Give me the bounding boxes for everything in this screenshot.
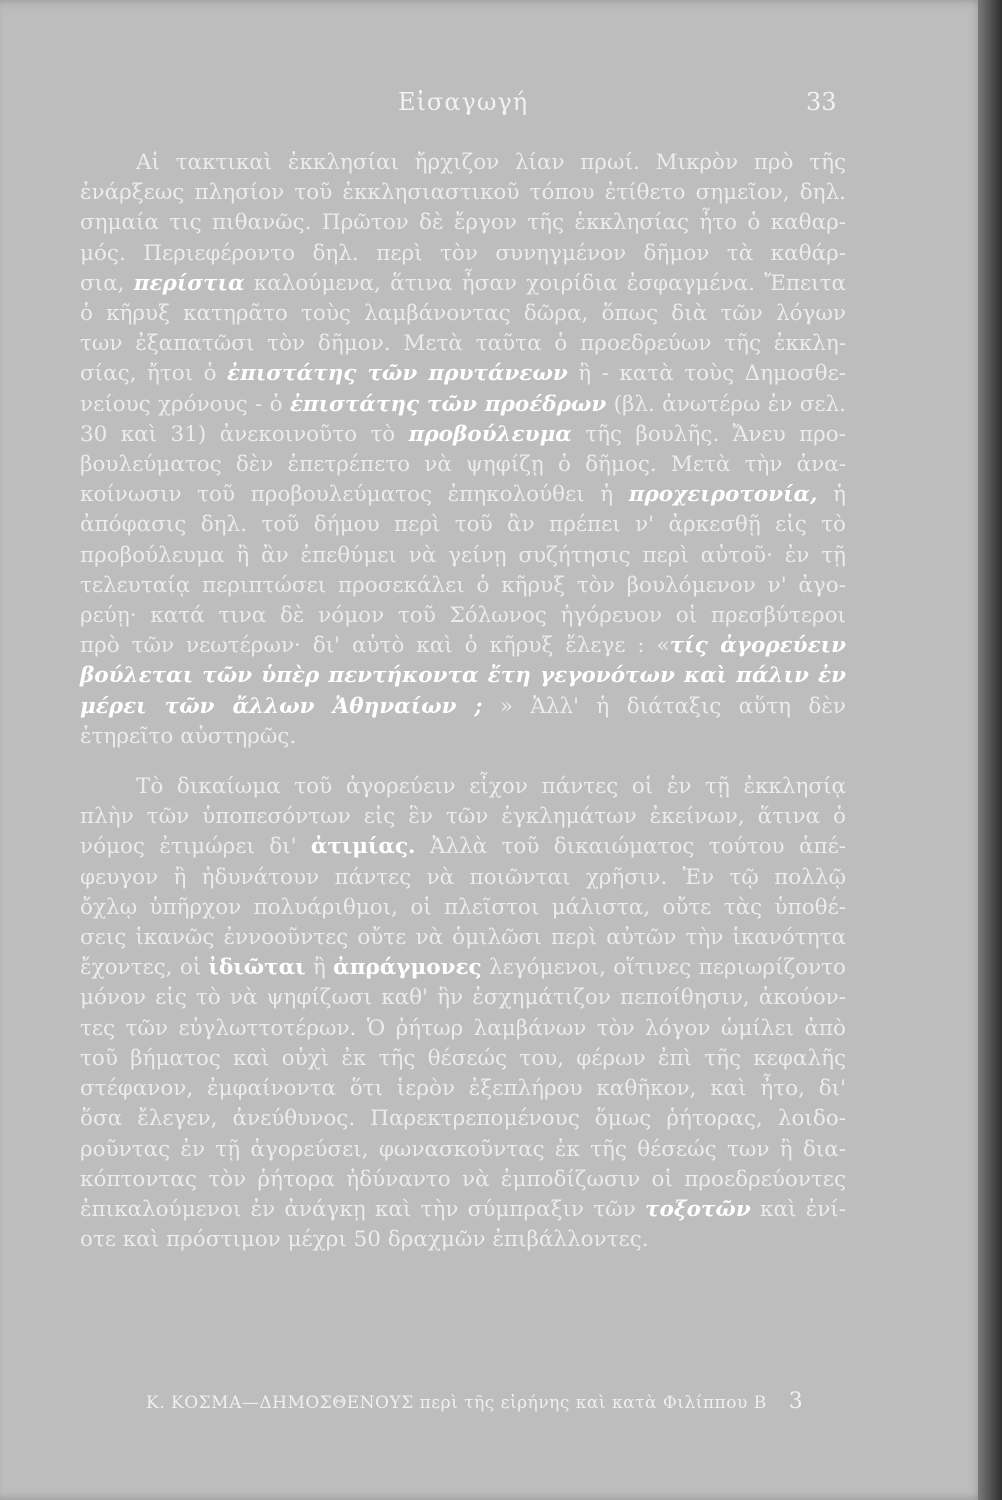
text-run: κοίνωσιν τοῦ προβουλεύματος ἐπηκολούθει ἡ	[80, 482, 614, 508]
text-line	[80, 480, 846, 510]
emphasized-term: περίστια	[133, 270, 245, 296]
text-run: ἢ	[312, 955, 326, 981]
emphasized-term: ἐπιστάτης τῶν πρυτάνεων	[227, 361, 568, 387]
body-text	[80, 148, 846, 1255]
signature-mark: 3	[788, 1389, 804, 1414]
text-line	[80, 269, 846, 299]
emphasized-term: ἀπράγμονες	[333, 955, 482, 981]
emphasized-quote: τίς ἀγορεύειν	[669, 633, 846, 659]
text-run: Ἀλλὰ τοῦ δικαιώματος τούτου ἀπέ-	[429, 834, 846, 860]
text-line: τελευταίᾳ περιπτώσει προσεκάλει ὁ κῆρυξ τὸν βουλόμενον ν' ἀγο-	[80, 572, 846, 598]
text-run: ἢ - κατὰ τοὺς Δημοσθε-	[578, 361, 846, 387]
emphasized-term: ἰδιῶται	[208, 955, 306, 981]
text-line	[80, 390, 846, 420]
emphasized-term: ἐπιστάτης τῶν προέδρων	[289, 391, 607, 417]
text-line: ροῦντας ἐν τῇ ἀγορεύσει, φωνασκοῦντας ἐκ τῆς θέσεώς των ἢ δια-	[80, 1136, 846, 1162]
text-run: νείους χρόνους - ὁ	[80, 391, 283, 417]
text-run: σίας, ἤτοι ὁ	[80, 361, 217, 387]
text-run: νόμος ἐτιμώρει δι'	[80, 834, 297, 860]
emphasized-quote: βούλεται τῶν ὑπὲρ πεντήκοντα ἔτη γεγονότων καὶ πάλιν ἐν	[80, 663, 846, 689]
text-line: ὄχλῳ ὑπῆρχον πολυάριθμοι, οἱ πλεῖστοι μάλιστα, οὔτε τὰς ὑποθέ-	[80, 894, 846, 920]
text-run: λεγόμενοι, οἵτινες περιωρίζοντο	[489, 955, 847, 981]
text-run: ἔχοντες, οἱ	[80, 955, 202, 981]
text-line: οτε καὶ πρόστιμον μέχρι 50 δραχμῶν ἐπιβάλλοντες.	[80, 1227, 649, 1253]
emphasized-term: προχειροτονία,	[628, 482, 818, 508]
paragraph-gap	[80, 752, 846, 772]
text-line	[80, 832, 846, 862]
text-line: ρεύῃ· κατά τινα δὲ νόμον τοῦ Σόλωνος ἠγόρευον οἱ πρεσβύτεροι	[80, 603, 846, 629]
page-edge-shadow	[978, 0, 1002, 1500]
text-line: ἐτηρεῖτο αὐστηρῶς.	[80, 723, 297, 749]
text-line: τες τῶν εὐγλωττοτέρων. Ὁ ῥήτωρ λαμβάνων τὸν λόγον ὡμίλει ἀπὸ	[80, 1015, 846, 1041]
text-run: 30 καὶ 31) ἀνεκοινοῦτο τὸ	[80, 421, 396, 447]
text-line: μόνον εἰς τὸ νὰ ψηφίζωσι καθ' ἣν ἐσχημάτιζον πεποίθησιν, ἀκούον-	[80, 985, 846, 1011]
text-run: » Ἀλλ' ἡ διάταξις αὕτη δὲν	[499, 693, 846, 719]
emphasized-term: τοξοτῶν	[645, 1196, 751, 1222]
text-line: ὅσα ἔλεγεν, ἀνεύθυνος. Παρεκτρεπομένους ὅμως ῥήτορας, λοιδο-	[80, 1106, 846, 1132]
text-run: τῆς βουλῆς. Ἄνευ προ-	[585, 421, 846, 447]
text-run: καλούμενα, ἅτινα ἦσαν χοιρίδια ἐσφαγμένα. Ἔπειτα	[253, 270, 846, 296]
text-run: ἐπικαλούμενοι ἐν ἀνάγκῃ καὶ τὴν σύμπραξιν τῶν	[80, 1196, 636, 1222]
footer-title: Κ. ΚΟΣΜΑ—ΔΗΜΟΣΘΕΝΟΥΣ περὶ τῆς εἰρήνης καὶ κατὰ Φιλίππου Β	[146, 1393, 767, 1413]
text-line: ὁ κῆρυξ κατηρᾶτο τοὺς λαμβάνοντας δῶρα, ὅπως διὰ τῶν λόγων	[80, 301, 846, 327]
text-line: σεις ἱκανῶς ἐννοοῦντες οὔτε νὰ ὁμιλῶσι περὶ αὐτῶν τὴν ἱκανότητα	[80, 925, 846, 951]
text-line: φευγον ἢ ἠδυνάτουν πάντες νὰ ποιῶνται χρῆσιν. Ἐν τῷ πολλῷ	[80, 864, 846, 890]
text-line: ἀπόφασις δηλ. τοῦ δήμου περὶ τοῦ ἂν πρέπει ν' ἀρκεσθῇ εἰς τὸ	[80, 512, 846, 538]
text-run: πρὸ τῶν νεωτέρων· δι' αὐτὸ καὶ ὁ κῆρυξ ἔλεγε : «	[80, 633, 670, 659]
text-line	[80, 953, 846, 983]
text-line	[80, 1195, 846, 1225]
text-run: (βλ. ἀνωτέρω ἐν σελ.	[613, 391, 846, 417]
text-line: βουλεύματος δὲν ἐπετρέπετο νὰ ψηφίζῃ ὁ δῆμος. Μετὰ τὴν ἀνα-	[80, 452, 846, 478]
text-run: καὶ ἐνί-	[760, 1196, 846, 1222]
text-line: τοῦ βήματος καὶ οὐχὶ ἐκ τῆς θέσεώς του, φέρων ἐπὶ τῆς κεφαλῆς	[80, 1045, 846, 1071]
page-footer	[146, 1389, 803, 1414]
text-run: ἡ	[833, 482, 846, 508]
page-number: 33	[806, 88, 837, 116]
text-line: κόπτοντας τὸν ῥήτορα ἠδύναντο νὰ ἐμποδίζωσιν οἱ προεδρεύοντες	[80, 1166, 846, 1192]
text-line: σημαία τις πιθανῶς. Πρῶτον δὲ ἔργον τῆς ἐκκλησίας ἦτο ὁ καθαρ-	[80, 210, 846, 236]
text-line	[80, 692, 846, 722]
text-line: Αἱ τακτικαὶ ἐκκλησίαι ἤρχιζον λίαν πρωί. Μικρὸν πρὸ τῆς	[136, 150, 846, 175]
text-line	[80, 359, 846, 389]
text-line	[80, 631, 846, 661]
emphasized-quote: μέρει τῶν ἄλλων Ἀθηναίων ;	[80, 693, 483, 719]
text-line: των ἐξαπατῶσι τὸν δῆμον. Μετὰ ταῦτα ὁ προεδρεύων τῆς ἐκκλη-	[80, 331, 846, 357]
text-line	[80, 420, 846, 450]
text-run: σια,	[80, 270, 125, 296]
text-line: Τὸ δικαίωμα τοῦ ἀγορεύειν εἶχον πάντες οἱ ἐν τῇ ἐκκλησίᾳ	[136, 774, 846, 800]
text-line: προβούλευμα ἢ ἂν ἐπεθύμει νὰ γείνῃ συζήτησις περὶ αὐτοῦ· ἐν τῇ	[80, 542, 846, 568]
emphasized-term: ἀτιμίας.	[310, 834, 416, 860]
text-line: στέφανον, ἐμφαίνοντα ὅτι ἱερὸν ἐξεπλήρου καθῆκον, καὶ ἦτο, δι'	[80, 1076, 846, 1102]
text-line: ἐνάρξεως πλησίον τοῦ ἐκκλησιαστικοῦ τόπου ἐτίθετο σημεῖον, δηλ.	[80, 180, 846, 206]
emphasized-term: προβούλευμα	[408, 421, 572, 447]
text-line: πλὴν τῶν ὑποπεσόντων εἰς ἓν τῶν ἐγκλημάτων ἐκείνων, ἅτινα ὁ	[80, 804, 846, 830]
running-head: Εἰσαγωγή	[398, 88, 529, 116]
text-line: μός. Περιεφέροντο δηλ. περὶ τὸν συνηγμένον δῆμον τὰ καθάρ-	[80, 240, 846, 266]
